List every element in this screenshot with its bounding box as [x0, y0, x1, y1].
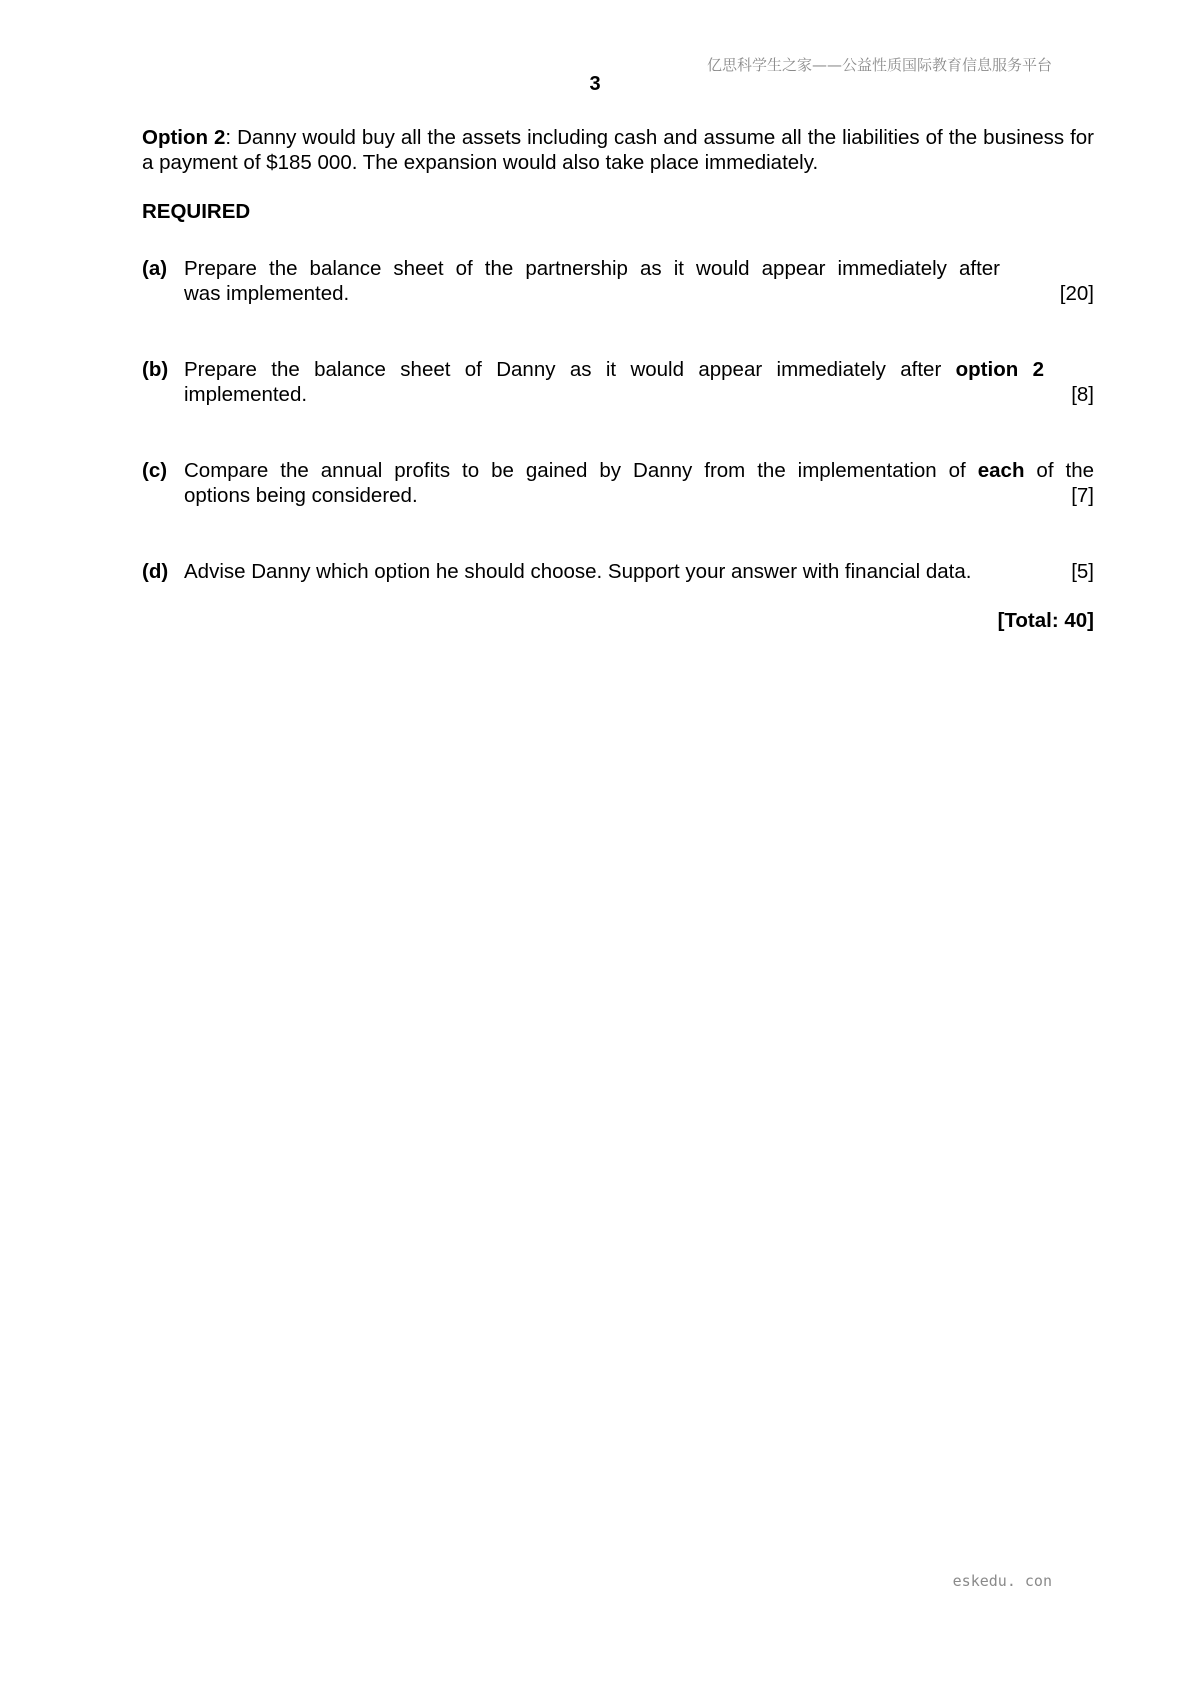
question-letter: (c) — [142, 459, 168, 482]
question-line: options being considered. — [184, 484, 418, 507]
question-marks: [20] — [1059, 282, 1094, 305]
question-text: Advise Danny which option he should choose. Support your answer with financial data. — [184, 560, 972, 583]
question-line — [184, 357, 1094, 382]
question-letter: (b) — [142, 358, 169, 381]
question-body — [184, 559, 1094, 584]
question-line — [184, 458, 1094, 483]
question-d — [142, 559, 1094, 584]
question-b — [142, 357, 1094, 407]
question-line: implemented. — [184, 383, 308, 406]
page-number: 3 — [589, 73, 601, 95]
question-emphasis: option 2 — [955, 358, 1044, 381]
option-text: : Danny would buy all the assets including cash and assume all the liabilities of the business for a payment of $185 000. The expansion would also take place immediately. — [142, 126, 1094, 174]
question-a — [142, 256, 1094, 306]
option-2-description — [142, 125, 1094, 175]
watermark-header: 亿思科学生之家——公益性质国际教育信息服务平台 — [706, 56, 1052, 74]
question-letter: (a) — [142, 257, 168, 280]
watermark-footer: eskedu. con — [952, 1572, 1052, 1590]
question-text: Prepare the balance sheet of Danny as it would appear immediately after — [184, 358, 956, 381]
question-line: was implemented. — [184, 282, 350, 305]
question-marks: [5] — [1071, 560, 1094, 583]
question-line: Prepare the balance sheet of the partnership as it would appear immediately after — [184, 257, 1000, 280]
question-last-line — [184, 281, 1094, 306]
question-text: of the — [1024, 459, 1094, 482]
required-heading: REQUIRED — [142, 200, 251, 223]
option-label: Option 2 — [142, 126, 226, 149]
question-c — [142, 458, 1094, 508]
question-marks: [7] — [1071, 484, 1094, 507]
question-text: Compare the annual profits to be gained by Danny from the implementation of — [184, 459, 978, 482]
question-content — [142, 125, 1094, 633]
question-marks: [8] — [1071, 383, 1094, 406]
question-body — [184, 458, 1094, 508]
question-letter: (d) — [142, 560, 169, 583]
total-marks: [Total: 40] — [997, 609, 1094, 632]
question-emphasis: each — [977, 459, 1025, 482]
question-body — [184, 357, 1094, 407]
question-last-line — [184, 382, 1094, 407]
question-body — [184, 256, 1094, 306]
question-last-line — [184, 483, 1094, 508]
